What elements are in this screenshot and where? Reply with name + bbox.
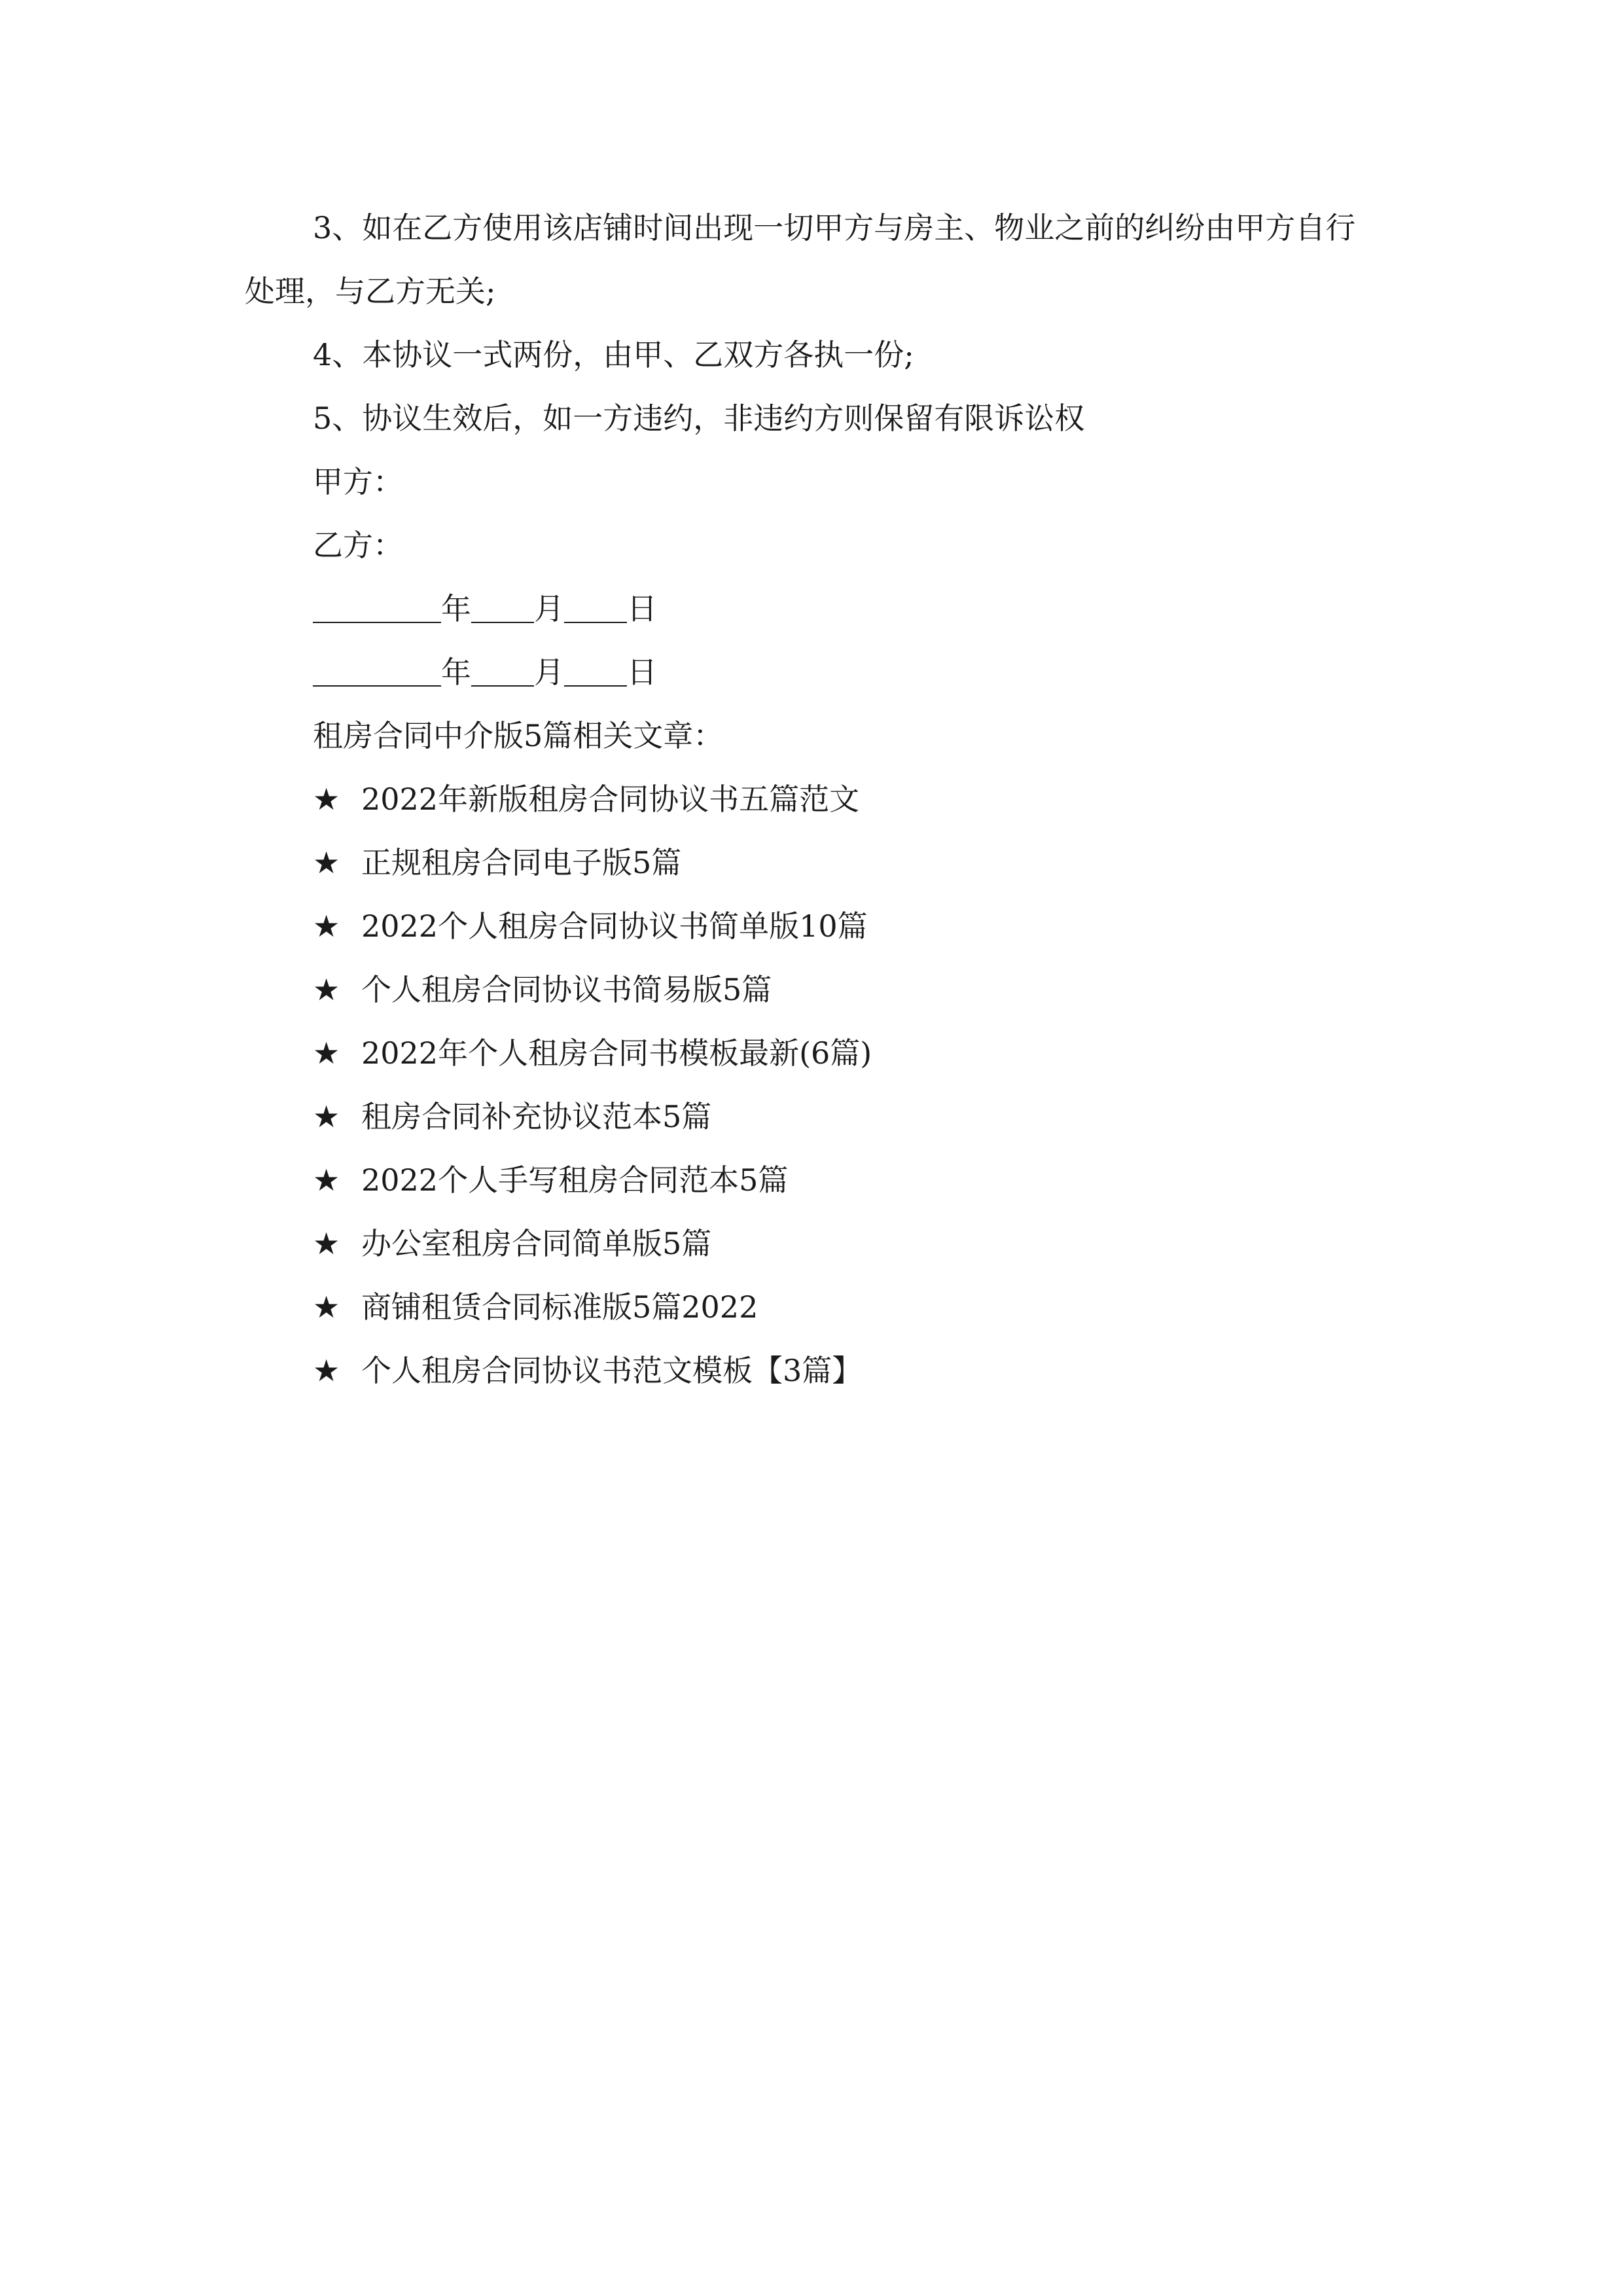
related-article-title: 商铺租赁合同标准版5篇2022 (361, 1289, 758, 1325)
star-icon: ★ (313, 1226, 340, 1261)
related-article-link[interactable] (245, 1212, 1378, 1276)
related-article-title: 2022年新版租房合同协议书五篇范文 (361, 781, 860, 817)
related-article-link[interactable] (245, 958, 1378, 1022)
related-article-link[interactable] (245, 831, 1378, 895)
clause-3: 3、如在乙方使用该店铺时间出现一切甲方与房主、物业之前的纠纷由甲方自行处理，与乙方无关; (245, 210, 1356, 309)
party-a-signature-label: 甲方： (313, 464, 403, 499)
related-article-title: 2022年个人租房合同书模板最新(6篇) (361, 1035, 872, 1071)
related-article-link[interactable] (245, 1085, 1378, 1149)
date-line-party-a (245, 577, 1378, 641)
related-article-title: 2022个人手写租房合同范本5篇 (361, 1162, 789, 1198)
month-blank (471, 592, 534, 623)
star-icon: ★ (313, 845, 340, 880)
related-article-title: 正规租房合同电子版5篇 (361, 845, 682, 880)
day-label: 日 (627, 591, 657, 626)
related-article-title: 个人租房合同协议书范文模板【3篇】 (361, 1353, 863, 1388)
related-article-link[interactable] (245, 1339, 1378, 1403)
month-blank (471, 655, 534, 687)
clause-4: 4、本协议一式两份，由甲、乙双方各执一份; (313, 337, 914, 372)
day-blank (564, 655, 627, 687)
star-icon: ★ (313, 972, 340, 1007)
related-article-link[interactable] (245, 1276, 1378, 1339)
year-blank (313, 655, 441, 687)
related-article-link[interactable] (245, 895, 1378, 958)
star-icon: ★ (313, 781, 340, 817)
related-article-title: 办公室租房合同简单版5篇 (361, 1226, 712, 1261)
related-article-link[interactable] (245, 1022, 1378, 1085)
star-icon: ★ (313, 1289, 340, 1325)
related-articles-heading: 租房合同中介版5篇相关文章： (313, 718, 724, 753)
day-label: 日 (627, 655, 657, 690)
day-blank (564, 592, 627, 623)
month-label: 月 (534, 655, 564, 690)
year-label: 年 (441, 591, 471, 626)
year-blank (313, 592, 441, 623)
party-b-signature-label: 乙方： (313, 528, 403, 563)
star-icon: ★ (313, 1162, 340, 1198)
date-line-party-b (245, 641, 1378, 704)
star-icon: ★ (313, 1099, 340, 1134)
star-icon: ★ (313, 908, 340, 944)
related-article-title: 租房合同补充协议范本5篇 (361, 1099, 712, 1134)
document-body (245, 196, 1378, 1403)
month-label: 月 (534, 591, 564, 626)
related-articles-list (245, 768, 1378, 1403)
star-icon: ★ (313, 1353, 340, 1388)
star-icon: ★ (313, 1035, 340, 1071)
clause-5: 5、协议生效后，如一方违约，非违约方则保留有限诉讼权 (313, 401, 1085, 436)
related-article-title: 2022个人租房合同协议书简单版10篇 (361, 908, 868, 944)
year-label: 年 (441, 655, 471, 690)
related-article-title: 个人租房合同协议书简易版5篇 (361, 972, 772, 1007)
related-article-link[interactable] (245, 1149, 1378, 1212)
related-article-link[interactable] (245, 768, 1378, 831)
